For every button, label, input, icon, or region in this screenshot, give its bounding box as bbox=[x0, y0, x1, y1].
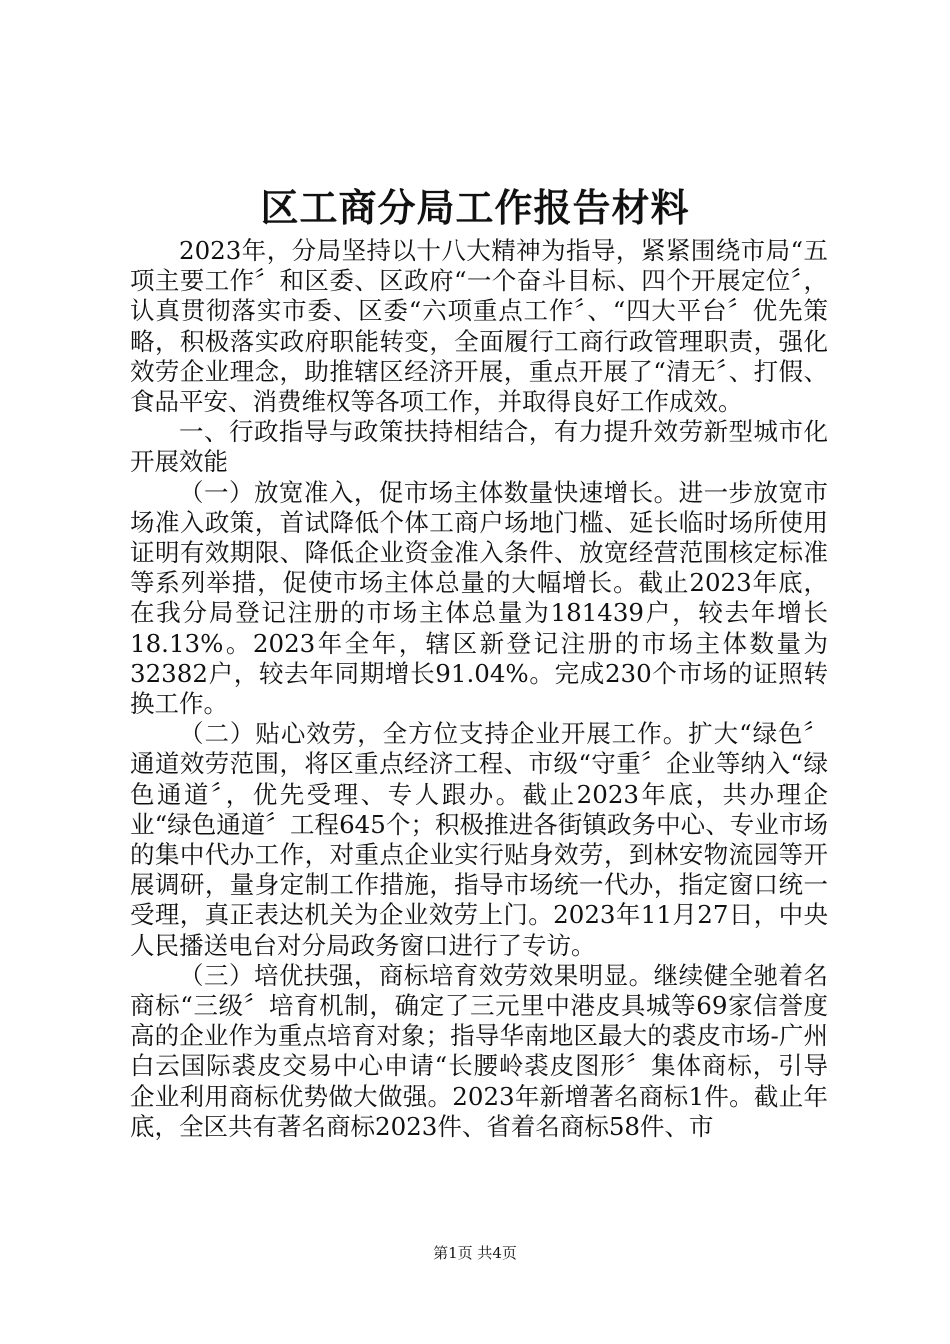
document-body bbox=[130, 236, 828, 1142]
section-heading-1: 一、行政指导与政策扶持相结合，有力提升效劳新型城市化开展效能 bbox=[130, 417, 828, 477]
paragraph-item-1: （一）放宽准入，促市场主体数量快速增长。进一步放宽市场准入政策，首试降低个体工商户场地门槛、延长临时场所使用证明有效期限、降低企业资金准入条件、放宽经营范围核定标准等系列举措，促使市场主体总量的大幅增长。截止2023年底，在我分局登记注册的市场主体总量为181439户，较去年增长18.13%。2023年全年，辖区新登记注册的市场主体数量为32382户，较去年同期增长91.04%。完成230个市场的证照转换工作。 bbox=[130, 477, 828, 719]
paragraph-item-3: （三）培优扶强，商标培育效劳效果明显。继续健全驰着名商标“三级〞培育机制，确定了三元里中港皮具城等69家信誉度高的企业作为重点培育对象；指导华南地区最大的裘皮市场-广州白云国际裘皮交易中心申请“长腰岭裘皮图形〞集体商标，引导企业利用商标优势做大做强。2023年新增著名商标1件。截止年底，全区共有著名商标2023件、省着名商标58件、市 bbox=[130, 960, 828, 1141]
paragraph-intro: 2023年，分局坚持以十八大精神为指导，紧紧围绕市局“五项主要工作〞和区委、区政府“一个奋斗目标、四个开展定位〞，认真贯彻落实市委、区委“六项重点工作〞、“四大平台〞优先策略，积极落实政府职能转变，全面履行工商行政管理职责，强化效劳企业理念，助推辖区经济开展，重点开展了“清无〞、打假、食品平安、消费维权等各项工作，并取得良好工作成效。 bbox=[130, 236, 828, 417]
page-number-footer: 第1页 共4页 bbox=[433, 1244, 517, 1262]
paragraph-item-2: （二）贴心效劳，全方位支持企业开展工作。扩大“绿色〞通道效劳范围，将区重点经济工程、市级“守重〞企业等纳入“绿色通道〞，优先受理、专人跟办。截止2023年底，共办理企业“绿色通道〞工程645个；积极推进各街镇政务中心、专业市场的集中代办工作，对重点企业实行贴身效劳，到林安物流园等开展调研，量身定制工作措施，指导市场统一代办，指定窗口统一受理，真正表达机关为企业效劳上门。2023年11月27日，中央人民播送电台对分局政务窗口进行了专访。 bbox=[130, 719, 828, 960]
document-title: 区工商分局工作报告材料 bbox=[260, 185, 690, 230]
